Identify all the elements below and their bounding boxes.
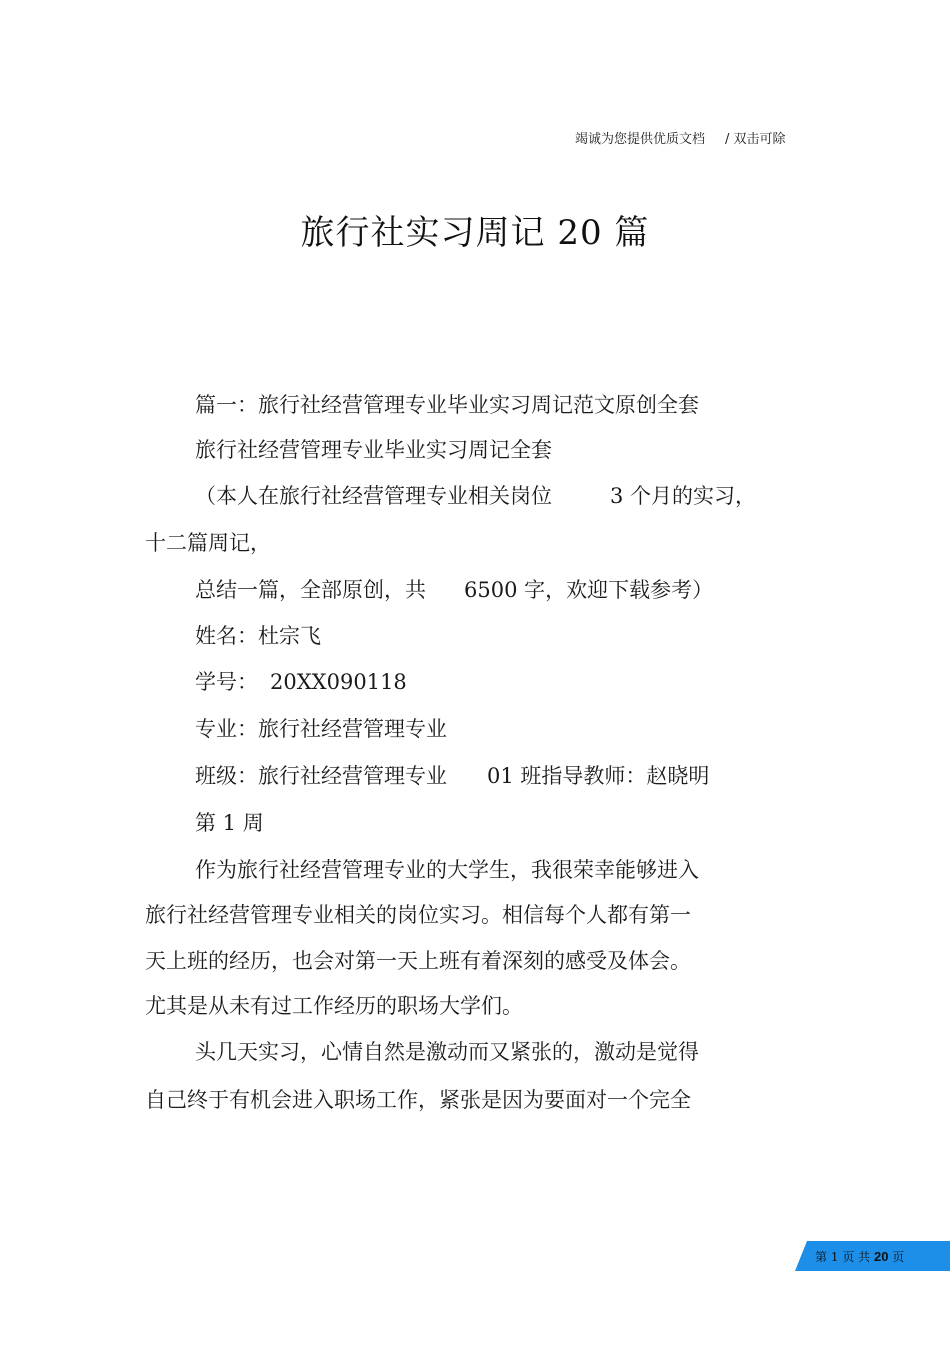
subtitle-line: 旅行社经营管理专业毕业实习周记全套 <box>195 438 552 462</box>
header-note-left: 竭诚为您提供优质文档 <box>575 132 706 147</box>
major-line: 专业：旅行社经营管理专业 <box>195 717 447 741</box>
header-note <box>575 128 786 147</box>
document-title: 旅行社实习周记 20 篇 <box>300 213 650 253</box>
student-id-label: 学号： <box>195 670 258 694</box>
summary-line-part-1: 总结一篇，全部原创，共 <box>195 578 426 602</box>
paragraph-1-line-1: 作为旅行社经营管理专业的大学生，我很荣幸能够进入 <box>195 858 699 882</box>
paragraph-1-line-4: 尤其是从未有过工作经历的职场大学们。 <box>145 994 523 1018</box>
intro-line-part-2: 3 个月的实习， <box>610 484 757 508</box>
intro-line <box>195 486 756 507</box>
paragraph-2-line-2: 自己终于有机会进入职场工作，紧张是因为要面对一个完全 <box>145 1088 691 1112</box>
page-total: 20 <box>873 1249 889 1264</box>
page-number-badge <box>795 1241 950 1271</box>
page-label-1: 第 <box>815 1250 828 1264</box>
summary-line-part-2: 6500 字，欢迎下载参考） <box>464 578 714 602</box>
student-id-value: 20XX090118 <box>270 670 407 694</box>
class-line-part-2: 01 班指导教师：赵晓明 <box>487 764 710 788</box>
section-heading: 篇一：旅行社经营管理专业毕业实习周记范文原创全套 <box>195 393 699 417</box>
paragraph-1-line-2: 旅行社经营管理专业相关的岗位实习。相信每个人都有第一 <box>145 903 691 927</box>
page-label-2: 页 共 <box>842 1250 871 1264</box>
class-line-part-1: 班级：旅行社经营管理专业 <box>195 764 447 788</box>
paragraph-1-line-3: 天上班的经历，也会对第一天上班有着深刻的感受及体会。 <box>145 949 691 973</box>
intro-line-part-1: （本人在旅行社经营管理专业相关岗位 <box>195 484 552 508</box>
class-line <box>195 766 709 787</box>
page-current: 1 <box>830 1250 839 1264</box>
paragraph-2-line-1: 头几天实习，心情自然是激动而又紧张的，激动是觉得 <box>195 1040 699 1064</box>
page-number-text <box>815 1248 904 1265</box>
student-id-line <box>195 672 407 693</box>
header-note-right: / 双击可除 <box>725 132 786 147</box>
intro-line-continued: 十二篇周记， <box>145 531 271 555</box>
summary-line <box>195 580 713 601</box>
week-heading: 第 1 周 <box>195 811 264 835</box>
name-line: 姓名：杜宗飞 <box>195 624 321 648</box>
page-label-3: 页 <box>892 1250 905 1264</box>
